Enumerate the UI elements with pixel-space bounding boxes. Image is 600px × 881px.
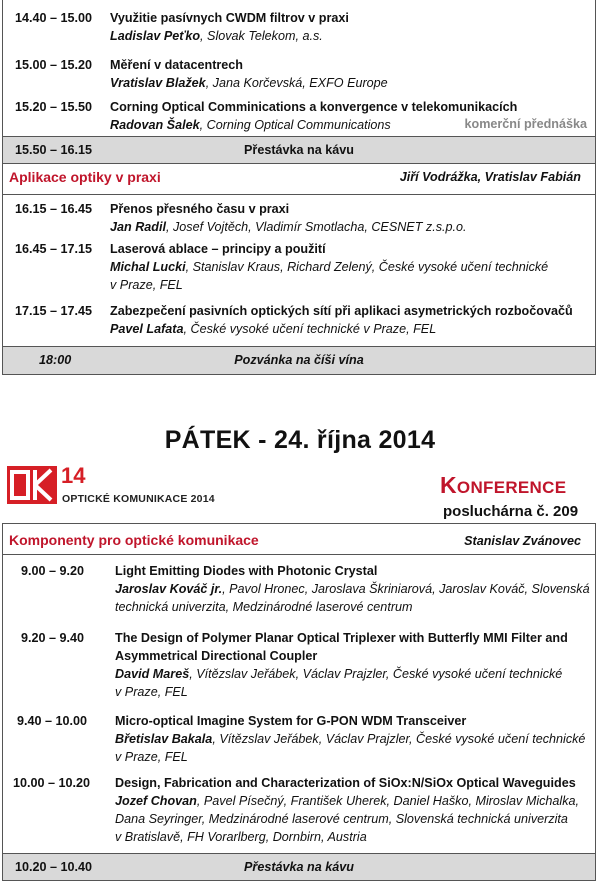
- wine-reception-row: [3, 346, 595, 374]
- talk-title: Zabezpečení pasivních optických sítí při aplikaci asymetrických rozbočovačů: [110, 304, 573, 318]
- lead-author: Ladislav Peťko: [110, 29, 201, 43]
- talk-title: Design, Fabrication and Characterization of SiOx:N/SiOx Optical Waveguides: [115, 776, 576, 790]
- talk-title: Přenos přesného času v praxi: [110, 202, 290, 216]
- talk-title: Light Emitting Diodes with Photonic Crystal: [115, 564, 378, 578]
- section-header: [3, 164, 595, 194]
- entry-time: 16.15 – 16.45: [15, 202, 93, 216]
- talk-authors: Pavel Lafata, České vysoké učení technické v Praze, FEL: [110, 322, 437, 336]
- talk-authors: Jozef Chovan, Pavel Písečný, František Uherek, Daniel Haško, Miroslav Michalka,: [115, 794, 580, 808]
- entry-time: 9.20 – 9.40: [21, 631, 85, 645]
- entry-time: 14.40 – 15.00: [15, 11, 93, 25]
- entry-time: 9.40 – 10.00: [17, 714, 88, 728]
- programme-entry: [3, 9, 595, 56]
- room-label: posluchárna č. 209: [443, 503, 579, 520]
- programme-entry: [3, 302, 595, 346]
- logo-text: OPTICKÉ KOMUNIKACE 2014: [62, 493, 215, 505]
- talk-authors: Jan Radil, Josef Vojtěch, Vladimír Smotlacha, CESNET z.s.p.o.: [110, 220, 467, 234]
- commercial-talk-badge: komerční přednáška: [464, 117, 587, 131]
- entry-time: 9.00 – 9.20: [21, 564, 85, 578]
- talk-authors: Michal Lucki, Stanislav Kraus, Richard Zelený, České vysoké učení technické: [110, 260, 549, 274]
- entry-time: 17.15 – 17.45: [15, 304, 93, 318]
- entry-time: 15.00 – 15.20: [15, 58, 93, 72]
- lead-author: Radovan Šalek: [110, 118, 200, 132]
- konference-heading: KONFERENCE: [440, 472, 567, 498]
- ok2014-logo: [7, 464, 222, 512]
- talk-authors: Radovan Šalek, Corning Optical Communications: [110, 118, 391, 132]
- programme-entry: [3, 200, 595, 240]
- talk-authors: Vratislav Blažek, Jana Korčevská, EXFO Europe: [110, 76, 388, 90]
- programme-entry: 9.40 – 10.00 Micro-optical Imagine System for G-PON WDM Transceiver Břetislav Bakala, Vítězslav Jeřábek, Václav Prajzler, České vysoké učení technické v Praze, FEL: [3, 712, 595, 774]
- lead-author: Břetislav Bakala: [115, 732, 213, 746]
- logo-number: 14: [61, 463, 86, 488]
- programme-table-friday: [2, 523, 596, 881]
- lead-author: Michal Lucki: [110, 260, 186, 274]
- programme-entry: 9.00 – 9.20 Light Emitting Diodes with Photonic Crystal Jaroslav Kováč jr., Pavol Hronec, Jaroslava Škriniarová, Jaroslav Kováč, Slovenská technická univerzita, Medzinárodné laserové centrum: [3, 562, 595, 629]
- break-label: Přestávka na kávu: [244, 143, 354, 157]
- programme-entry: 16.45 – 17.15 Laserová ablace – principy a použití Michal Lucki, Stanislav Kraus, Richard Zelený, České vysoké učení technické v Praze, FEL: [3, 240, 595, 302]
- section-header: [3, 524, 595, 554]
- talk-title: Využitie pasívnych CWDM filtrov v praxi: [110, 11, 349, 25]
- section-title: Komponenty pro optické komunikace: [9, 532, 259, 548]
- talk-title: The Design of Polymer Planar Optical Triplexer with Butterfly MMI Filter and: [115, 631, 568, 645]
- day-title: PÁTEK - 24. října 2014: [164, 426, 436, 454]
- break-time: 15.50 – 16.15: [15, 143, 93, 157]
- programme-entry: 9.20 – 9.40 The Design of Polymer Planar Optical Triplexer with Butterfly MMI Filter and Asymmetrical Directional Coupler David Mareš, Vítězslav Jeřábek, Václav Prajzler, České vysoké učení technické v Praze, FEL: [3, 629, 595, 712]
- section-chairs: Jiří Vodrážka, Vratislav Fabián: [399, 170, 581, 184]
- entry-time: 10.00 – 10.20: [13, 776, 91, 790]
- entry-time: 15.20 – 15.50: [15, 100, 93, 114]
- talk-title: Micro-optical Imagine System for G-PON WDM Transceiver: [115, 714, 467, 728]
- lead-author: David Mareš: [115, 667, 190, 681]
- break-time: 18:00: [39, 353, 72, 367]
- talk-authors: David Mareš, Vítězslav Jeřábek, Václav Prajzler, České vysoké učení technické: [115, 667, 563, 681]
- lead-author: Jaroslav Kováč jr.: [115, 582, 223, 596]
- talk-authors: Jaroslav Kováč jr., Pavol Hronec, Jaroslava Škriniarová, Jaroslav Kováč, Slovenská: [115, 582, 590, 596]
- coffee-break-row: [3, 853, 595, 880]
- talk-title: Laserová ablace – principy a použití: [110, 242, 326, 256]
- programme-table-thursday: [2, 0, 596, 375]
- entry-time: 16.45 – 17.15: [15, 242, 93, 256]
- programme-entry: [3, 56, 595, 98]
- coffee-break-row: [3, 136, 595, 164]
- programme-entry: [3, 98, 595, 136]
- section-chair: Stanislav Zvánovec: [464, 534, 581, 548]
- break-time: 10.20 – 10.40: [15, 860, 93, 874]
- break-label: Přestávka na kávu: [244, 860, 354, 874]
- lead-author: Pavel Lafata: [110, 322, 184, 336]
- lead-author: Jan Radil: [110, 220, 166, 234]
- lead-author: Jozef Chovan: [115, 794, 197, 808]
- talk-title: Měření v datacentrech: [110, 58, 243, 72]
- lead-author: Vratislav Blažek: [110, 76, 206, 90]
- ok-logo-icon: [7, 466, 57, 504]
- talk-authors: Břetislav Bakala, Vítězslav Jeřábek, Václav Prajzler, České vysoké učení technické: [115, 732, 586, 746]
- talk-authors: Ladislav Peťko, Slovak Telekom, a.s.: [110, 29, 323, 43]
- break-label: Pozvánka na číši vína: [234, 353, 364, 367]
- programme-entry: 10.00 – 10.20 Design, Fabrication and Characterization of SiOx:N/SiOx Optical Waveguides Jozef Chovan, Pavel Písečný, František Uherek, Daniel Haško, Miroslav Michalka, Dana Seyringer, Medzinárodné laserové centrum, Slovenská technická univerzita v Bratislavě, FH Vorarlberg, Dornbirn, Austria: [3, 774, 595, 853]
- section-title: Aplikace optiky v praxi: [9, 169, 161, 185]
- talk-title: Corning Optical Comminications a konvergence v telekomunikacích: [110, 100, 518, 114]
